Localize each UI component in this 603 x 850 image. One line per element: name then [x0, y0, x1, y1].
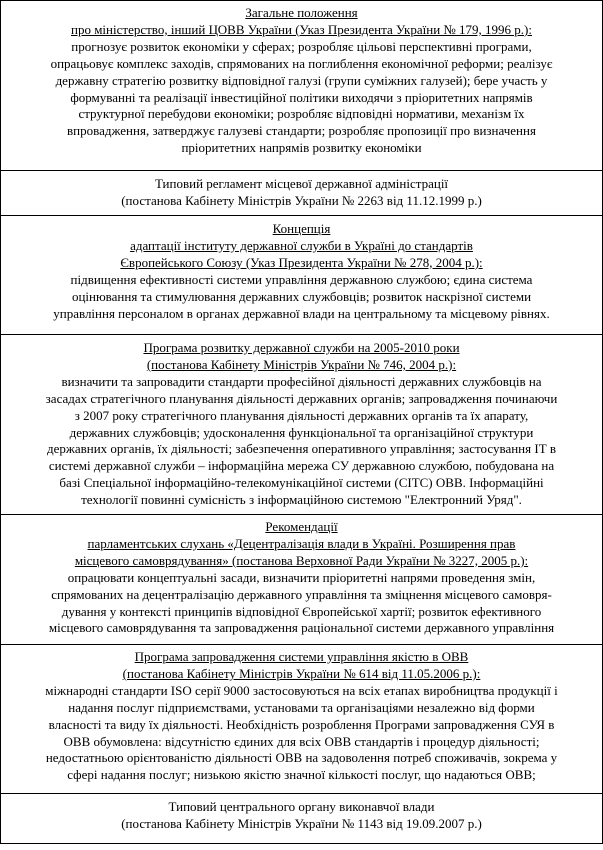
- section-text-line: прогнозує розвиток економіки у сферах; розробляє цільові перспективні програми,: [71, 38, 532, 54]
- section-text-line: пріоритетних напрямів розвитку економіки: [181, 140, 422, 156]
- section-title: Загальне положення: [245, 5, 358, 20]
- section-text-line: надання послуг підприємствами, установами та організаціями незалежно від форми: [68, 699, 535, 715]
- section-text-line: впровадження, затверджує галузеві стандарти; розробляє пропозиції про визначення: [67, 123, 536, 139]
- section-text-line: державних службовців; удосконалення функціональної та організаційної структури: [69, 424, 534, 440]
- section-text-line: підвищення ефективності системи управління державною службою; єдина система: [70, 271, 533, 287]
- section-text-line: сфері надання послуг; низькою якістю значної кількості послуг, що надаються ОВВ;: [67, 767, 536, 783]
- section-title: Програма розвитку державної служби на 2005-2010 роки: [143, 340, 460, 355]
- section-text-line: дування у контексті принципів відповідної Європейської хартії; розвиток ефективного: [61, 603, 542, 619]
- section-central-executive-body: [1, 794, 602, 844]
- section-text-line: опрацьовує комплекс заходів, спрямованих на поглиблення економічної реформи; реалізує: [50, 55, 553, 71]
- section-civil-service-program: [1, 335, 602, 515]
- section-source: (постанова Кабінету Міністрів України № 746, 2004 р.):: [146, 356, 457, 372]
- section-title: Рекомендації: [265, 519, 338, 534]
- section-decentralization-recommendations: [1, 515, 602, 645]
- section-text-line: оцінювання та стимулювання державних службовців; розвиток наскрізної системи: [71, 288, 532, 304]
- section-text-line: визначити та запровадити стандарти професійної діяльності державних службовців на: [61, 373, 542, 389]
- section-text-line: опрацювати концептуальні засади, визначити пріоритетні напрями проведення змін,: [67, 569, 536, 585]
- section-title: Типовий центрального органу виконавчої влади: [168, 799, 435, 814]
- section-title: Концепція: [272, 221, 331, 236]
- section-quality-management-program: [1, 645, 602, 794]
- section-text-line: міжнародні стандарти ISO серії 9000 застосовуються на всіх етапах виробництва продукції і: [45, 682, 558, 698]
- section-text-line: місцевого самоврядування та запровадження раціональної системи державного управління: [48, 620, 555, 636]
- section-text-line: формуванні та реалізації інвестиційної політики виходячи з пріоритетних напрямів: [70, 89, 533, 105]
- section-text-line: базі Спеціальної інформаційно-телекомунікаційної системи (СІТС) ОВВ. Інформаційні: [59, 475, 544, 491]
- section-text-line: технології повинні сумісність з інформаційною системою "Електронний Уряд".: [81, 492, 522, 508]
- section-text-line: з 2007 року стратегічного планування діяльності державних органів та їх апарату,: [74, 407, 529, 423]
- section-source: про міністерство, інший ЦОВВ України (Указ Президента України № 179, 1996 р.):: [71, 21, 532, 37]
- section-title: Програма запровадження системи управління якістю в ОВВ: [134, 649, 469, 664]
- section-source: Європейського Союзу (Указ Президента України № 278, 2004 р.):: [120, 254, 483, 270]
- section-source: (постанова Кабінету Міністрів України № 1143 від 19.09.2007 р.): [121, 815, 482, 831]
- section-text-line: державну стратегію розвитку відповідної галузі (групи суміжних галузей); бере участь у: [55, 72, 548, 88]
- section-text-line: управління персоналом в органах державної влади на центральному та місцевому рівнях.: [53, 305, 550, 321]
- section-text-line: власності та виду їх діяльності. Необхідність розроблення Програми запровадження СУЯ в: [48, 716, 555, 732]
- section-text-line: державних органів, їх діяльності; забезпечення оперативного управління; застосування ІТ в: [46, 441, 557, 457]
- section-text-line: ОВВ обумовлена: відсутністю єдиних для всіх ОВВ стандартів і процедур діяльності;: [63, 733, 540, 749]
- section-civil-service-concept: [1, 216, 602, 335]
- section-subtitle: парламентських слухань «Децентралізація влади в Україні. Розширення прав: [87, 535, 516, 551]
- section-text-line: недостатньою орієнтованістю діяльності ОВВ на задоволення потреб споживачів, зокрема у: [45, 750, 558, 766]
- section-source: (постанова Кабінету Міністрів України № 614 від 11.05.2006 р.):: [122, 665, 481, 681]
- section-title: Типовий регламент місцевої державної адміністрації: [154, 176, 449, 191]
- section-source: місцевого самоврядування» (постанова Верховної Ради України № 3227, 2005 р.):: [74, 552, 529, 568]
- section-text-line: структурної перебудови економіки; розробляє відповідні нормативи, механізм їх: [78, 106, 525, 122]
- section-text-line: засадах стратегічного планування діяльності державних органів; запровадження починаючи: [45, 390, 558, 406]
- section-text-line: системі державної служби – інформаційна мережа СУ державною службою, побудована на: [48, 458, 555, 474]
- section-text-line: спрямованих на децентралізацію державного управління та зміцнення місцевого самовря-: [51, 586, 552, 602]
- section-source: (постанова Кабінету Міністрів України № 2263 від 11.12.1999 р.): [121, 192, 482, 208]
- section-general-provisions: [1, 1, 602, 171]
- section-subtitle: адаптації інституту державної служби в Україні до стандартів: [130, 237, 473, 253]
- section-regional-regulation: [1, 171, 602, 216]
